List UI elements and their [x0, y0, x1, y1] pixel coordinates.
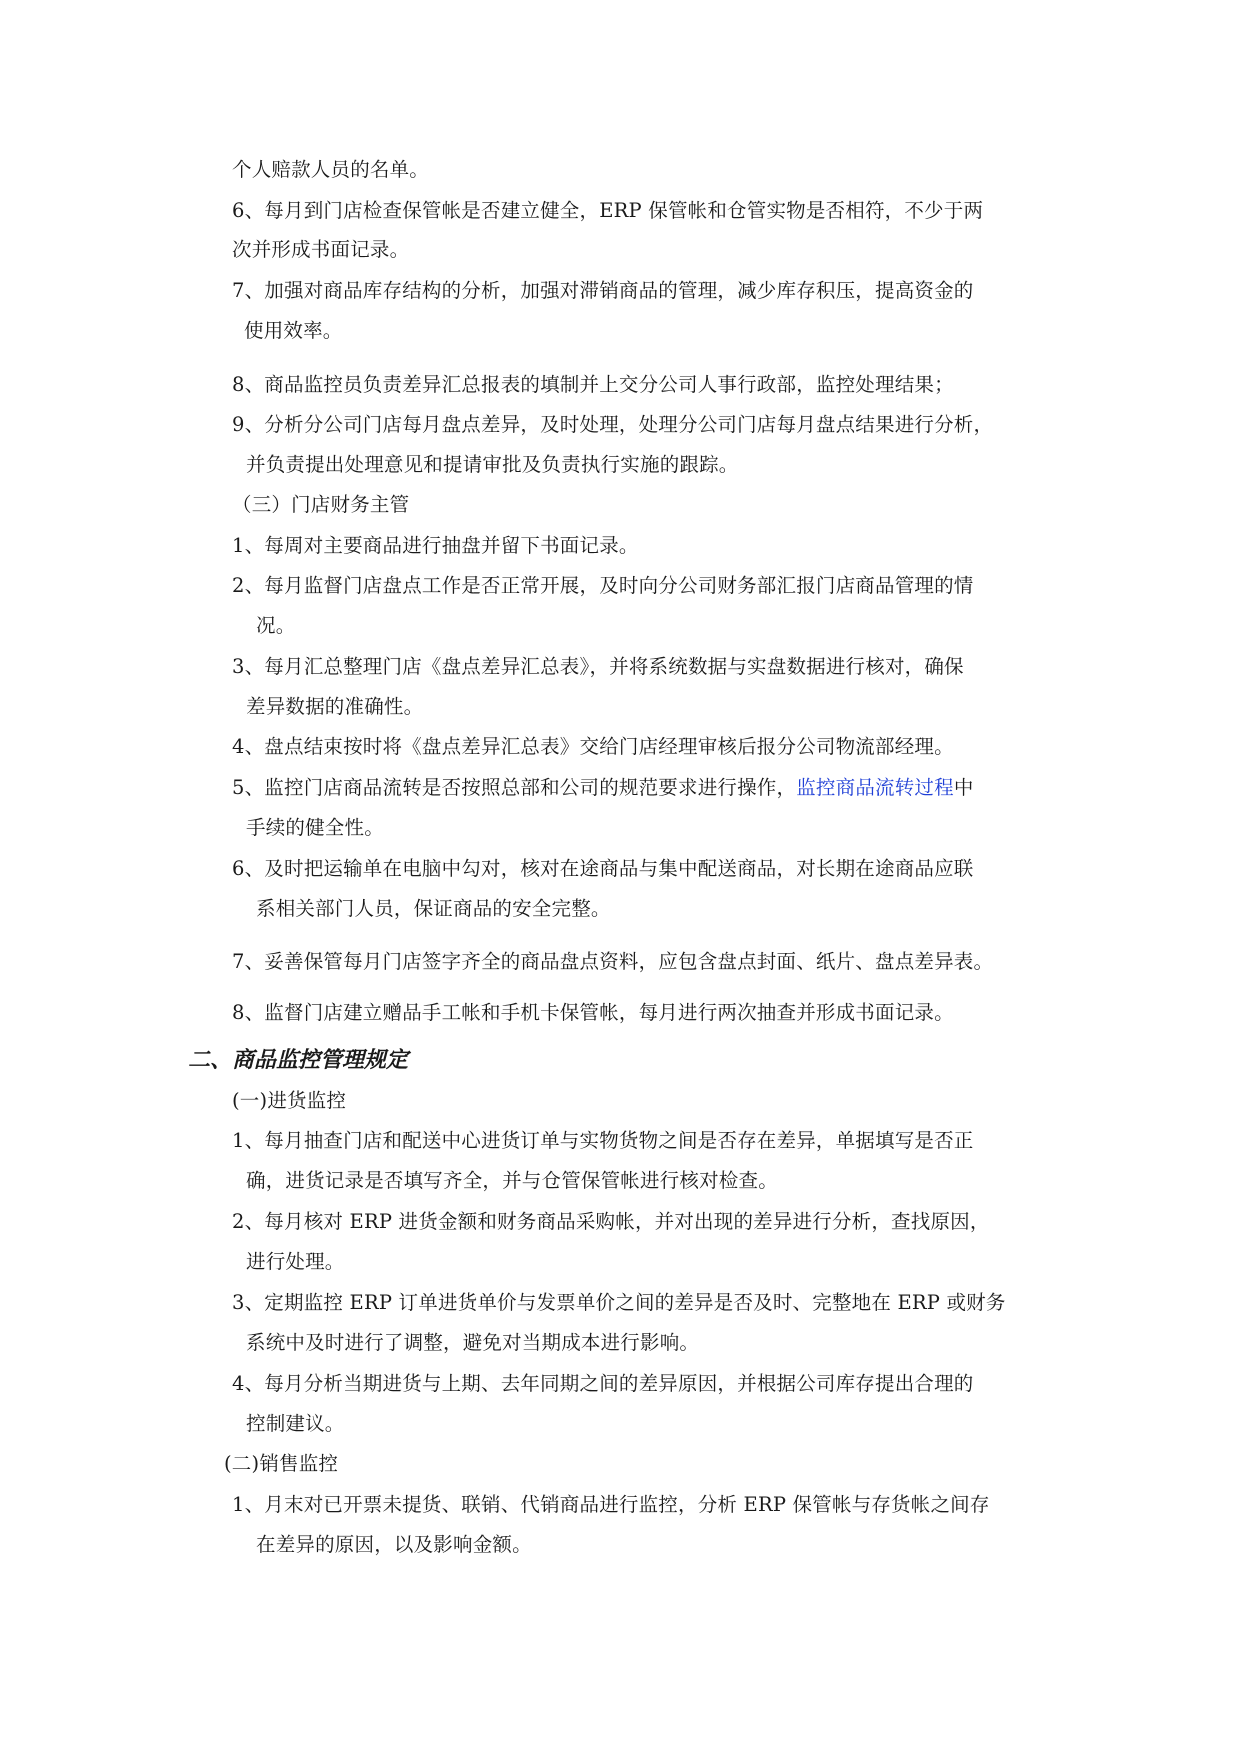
text-segment: 中 — [953, 776, 974, 799]
text-line: 确，进货记录是否填写齐全，并与仓管保管帐进行核对检查。 — [246, 1169, 778, 1192]
text-line: 1、月末对已开票未提货、联销、代销商品进行监控，分析 ERP 保管帐与存货帐之间存 — [232, 1493, 990, 1516]
text-line: 系相关部门人员，保证商品的安全完整。 — [256, 897, 611, 920]
text-line: 4、每月分析当期进货与上期、去年同期之间的差异原因，并根据公司库存提出合理的 — [232, 1372, 974, 1395]
text-line: 系统中及时进行了调整，避免对当期成本进行影响。 — [246, 1331, 700, 1354]
text-line: 7、加强对商品库存结构的分析，加强对滞销商品的管理，减少库存积压，提高资金的 — [232, 279, 974, 302]
section-subheading: (二)销售监控 — [224, 1452, 339, 1475]
text-line: 7、妥善保管每月门店签字齐全的商品盘点资料，应包含盘点封面、纸片、盘点差异表。 — [232, 950, 994, 973]
text-line: 6、每月到门店检查保管帐是否建立健全，ERP 保管帐和仓管实物是否相符，不少于两 — [232, 199, 984, 222]
text-line: 差异数据的准确性。 — [246, 695, 424, 718]
text-line: 并负责提出处理意见和提请审批及负责执行实施的跟踪。 — [246, 453, 739, 476]
text-line: 3、定期监控 ERP 订单进货单价与发票单价之间的差异是否及时、完整地在 ERP 或财务 — [232, 1291, 1006, 1314]
text-line: 使用效率。 — [244, 319, 343, 342]
hyperlink[interactable]: 监控商品流转过程 — [796, 776, 954, 799]
text-line: 4、盘点结束按时将《盘点差异汇总表》交给门店经理审核后报分公司物流部经理。 — [232, 735, 954, 758]
section-subheading: (一)进货监控 — [232, 1089, 347, 1112]
text-line: 1、每周对主要商品进行抽盘并留下书面记录。 — [232, 534, 639, 557]
text-line: 2、每月监督门店盘点工作是否正常开展，及时向分公司财务部汇报门店商品管理的情 — [232, 574, 974, 597]
section-subheading: （三）门店财务主管 — [232, 493, 410, 516]
text-line: 控制建议。 — [246, 1412, 345, 1435]
text-line: 手续的健全性。 — [246, 816, 384, 839]
text-line: 况。 — [256, 614, 296, 637]
text-line: 9、分析分公司门店每月盘点差异，及时处理，处理分公司门店每月盘点结果进行分析， — [232, 413, 994, 436]
text-line: 进行处理。 — [246, 1250, 345, 1273]
text-segment: 5、监控门店商品流转是否按照总部和公司的规范要求进行操作， — [232, 776, 797, 799]
text-line — [232, 775, 974, 801]
text-line: 在差异的原因，以及影响金额。 — [256, 1533, 532, 1556]
text-line: 3、每月汇总整理门店《盘点差异汇总表》，并将系统数据与实盘数据进行核对，确保 — [232, 655, 964, 678]
text-line: 8、商品监控员负责差异汇总报表的填制并上交分公司人事行政部，监控处理结果； — [232, 373, 954, 396]
section-heading: 二、商品监控管理规定 — [188, 1048, 409, 1073]
text-line: 8、监督门店建立赠品手工帐和手机卡保管帐，每月进行两次抽查并形成书面记录。 — [232, 1001, 954, 1024]
text-line: 2、每月核对 ERP 进货金额和财务商品采购帐，并对出现的差异进行分析，查找原因， — [232, 1210, 990, 1233]
text-line: 个人赔款人员的名单。 — [232, 158, 430, 181]
text-line: 6、及时把运输单在电脑中勾对，核对在途商品与集中配送商品，对长期在途商品应联 — [232, 857, 974, 880]
text-line: 次并形成书面记录。 — [232, 238, 410, 261]
text-line: 1、每月抽查门店和配送中心进货订单与实物货物之间是否存在差异，单据填写是否正 — [232, 1129, 974, 1152]
